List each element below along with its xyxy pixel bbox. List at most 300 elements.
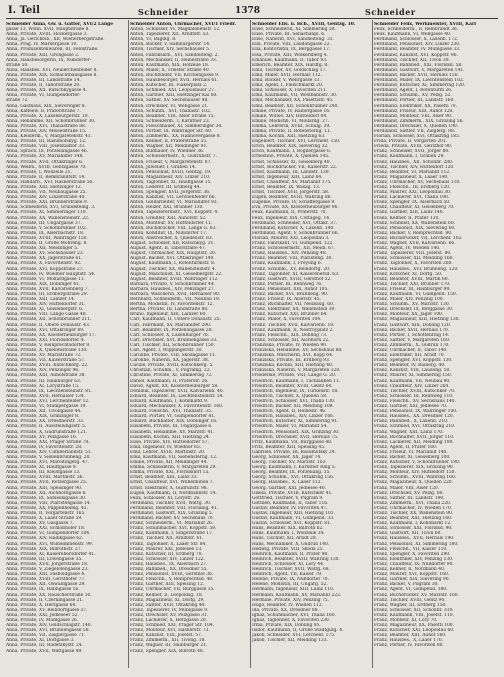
directory-entry: Anna, Private, V, Schönbrunner 102. <box>6 225 88 231</box>
directory-entry: Emil, Agent, I, Fleischmarkt 20. <box>252 83 324 89</box>
directory-entry: Anton, Bildhauer, IV, Wiedner 36. <box>130 149 205 155</box>
directory-entry: Anna, Private, X, Herzgasse 64. <box>6 602 77 608</box>
directory-entry: Anton, Anstreicher, X, Quellenstr. 83. <box>130 235 214 241</box>
directory-entry: Ernestine, Private, X, Quellen 145. <box>252 154 330 160</box>
directory-entry: Friedrich, Schlosser, XVI, Thalia 130. <box>252 398 336 404</box>
directory-entry: Anna, Private, XIII, Lainzer 14. <box>6 297 76 303</box>
directory-entry: Hans, Tischler, XII, Arndt 28. <box>252 536 318 542</box>
directory-entry: Franz, Beamter, XIII, Auhof 160. <box>374 633 447 639</box>
directory-entry: Anna, Produzentenwaren, III, Feldstraße. <box>6 47 99 53</box>
directory-entry: Franz, Gastwirt, XVIII, Gersthof 52. <box>252 276 332 282</box>
directory-entry: Franz, Magazineur, XX, Pasetti 100. <box>374 623 454 629</box>
directory-entry: Anton, Maler, X, Triester Straße 40. <box>130 67 211 73</box>
directory-entry: Anna, Private, III, Erdbergstraße 29. <box>6 291 89 297</box>
directory-entry: Anna, Private, II, Rembrandtstr. 14. <box>6 174 86 180</box>
directory-entry: Ernst, Schlosser, XI, Geiselberg 40. <box>252 159 331 165</box>
directory-entry: Felix, Kaufmann, II, Praterstr. 70. <box>252 210 327 216</box>
directory-entry: Franz, Kellner, II, Prater 130. <box>374 215 440 221</box>
directory-entry: Franz, Bäcker, V, Pilgram 30. <box>374 582 439 588</box>
directory-entry: Eugen, Beamter, XVIII, Währing 88. <box>252 195 332 201</box>
directory-entry: Ferdinand, Beamter, IV, Mühlgasse 33. <box>374 47 461 53</box>
directory-entry: Franz, Wagner, XVII, Kalvarienb. 66. <box>374 241 456 247</box>
directory-entry: Franz, Kaufmann, II, Nestroyplatz 2. <box>252 327 334 333</box>
directory-entry: Hermann, Ingenieur, XIII, Lainz 110. <box>252 587 335 593</box>
directory-entry: Anna, Private, XXI, Prager Straße 70. <box>6 439 90 445</box>
directory-entry: Anton, Buchbinder, VII, Kirchengasse 9. <box>130 72 220 78</box>
directory-entry: Anna, Private, V, Reinprechtsdorfer 9. <box>6 342 91 348</box>
directory-entry: Anna, Private, XVIII, Kutschkerg. 22. <box>6 363 89 369</box>
directory-entry: straße 50. <box>6 62 29 68</box>
directory-entry: Franz, Tischler, XVIII, Kutschker 70. <box>374 388 456 394</box>
directory-entry: Ferdinand, Drechsler, X, Quellen 190. <box>374 123 459 129</box>
directory-entry: Franz, Uhrmacher, II, Tabor 140. <box>374 348 448 353</box>
directory-entry: Anna, Private, XVIII, Martinstr. 36. <box>6 475 84 481</box>
directory-entry: Caroline, Private, VIII, Skodagasse 11. <box>130 353 217 359</box>
directory-entry: Franz, Zimmerm., XII, Tivolig. 18. <box>130 638 206 644</box>
directory-entry: Ernst, Kaufmann, III, Landstr. 130. <box>252 169 330 175</box>
directory-entry: Anna, Private, VII, Neubaugasse 25. <box>6 190 87 196</box>
directory-entry: Franz, Uhrmacher, XV, Sechshaus 110. <box>374 179 461 185</box>
directory-entry: Ferdinand, Portier, III, Landstr. 160. <box>374 98 455 104</box>
directory-entry: Emil, Schlosser, X, Favoriten 211. <box>252 88 328 94</box>
directory-entry: Ferdinand, Schneider, XVI, Ottakr. 37. <box>252 220 338 226</box>
directory-entry: Emma, Schneiderin, V, Margareten 29. <box>130 465 217 471</box>
directory-entry: Emil, Ingenieur, IV, Wiedner 65. <box>130 444 202 450</box>
directory-entry: Ferdinand, Elektriker, XX, Pasetti 70. <box>374 103 457 109</box>
directory-entry: Felix, Schneiderm., II, Rembrandt 36. <box>374 27 459 33</box>
directory-entry: Elisabeth, Hebamme, XV, Märzstr. 41. <box>130 429 215 435</box>
directory-entry: Anna, Private, XIII, Fasholdgasse 4. <box>6 572 86 578</box>
directory-entry: Franz, Schneiderm., VI, Mariahilf 26. <box>130 521 214 527</box>
directory-entry: Ferdinand, Schuhm., XV, Pelzg. 52. <box>374 93 452 99</box>
directory-entry: Bertha, Modistin, IV, Favoritenstr. 12. <box>130 302 214 308</box>
directory-entry: Franz, Drechsler, XV, Pelzg. 80. <box>374 490 444 496</box>
directory-entry: Anna, Private, IV, Mühlgasse 26. <box>6 617 79 623</box>
directory-entry: Franz, Fabrikant, VI, Gumpend. 122. <box>252 241 334 247</box>
directory-entry: Ferdinand, Maler, IX, Liechtenstein 102. <box>374 78 465 84</box>
directory-entry: Erich, Kaufmann, I, Bognergasse 6. <box>252 149 332 155</box>
directory-entry: Franz, Kaufmann, I, Freyung 6. <box>252 261 323 267</box>
directory-entry: Franz, Gärtner, XXI, Jedlesee 70. <box>374 404 448 410</box>
directory-entry: Heinrich, Schlosser, XI, Lory 44. <box>252 561 325 567</box>
directory-entry: Anna, Private, VI, Gumpendorfer- <box>6 93 81 99</box>
directory-entry: Franz, Magazineur, XIII, Hietzing 130. <box>374 317 460 323</box>
directory-entry: Franziska, Private, III, Erdberg 93. <box>252 358 331 364</box>
directory-entry: Franz, Hausbes., XVI, Brunneng. 120. <box>374 266 459 272</box>
directory-entry: Franz, Kaufmann, VIII, Josefst. 110. <box>374 612 454 618</box>
directory-entry: Franz, Spengler, XVI, Koppstr. 130. <box>374 358 453 364</box>
directory-entry: Franz, Kanzlist, VIII, Laudong. 50. <box>374 368 451 374</box>
directory-entry: Franz, Tischler, XII, Arndtstr. 61. <box>130 536 204 542</box>
directory-entry: Franz, Drechsler, XV, Pelzgasse 31. <box>130 612 209 618</box>
directory-entry: Franz, Uhrmacher, IV, Wieden 170. <box>374 505 453 511</box>
directory-entry: Anna, Private, XX, Jägerstraße 61. <box>6 256 83 262</box>
directory-entry: Anton, Magazineur, XIV, Linzer 210. <box>130 174 211 180</box>
directory-entry: Anna, Private, XIX, Grinzinger 8. <box>6 414 80 420</box>
directory-entry: Irma, Private, XIX, Döbling 95. <box>252 623 321 629</box>
directory-entry: Anna, Private, XV, Mariahilfer 148. <box>6 154 84 160</box>
directory-entry: Anna, Private, II, Obere Donaustr. 43. <box>6 322 91 328</box>
directory-entry: Anna, Private, I, Wollzeile 21. <box>6 169 72 175</box>
directory-entry: Franz, Wagner, XIII, Lainz 170. <box>374 429 444 435</box>
directory-entry: Franz, Lackierer, XVI, Thalia 190. <box>374 195 450 201</box>
directory-entry: Franz, Uhrmacher, VII, Burggasse 35. <box>130 587 215 593</box>
directory-entry: Anton, Portier, IX, Währinger Str. 60. <box>130 128 213 134</box>
directory-column-3 <box>252 22 370 672</box>
directory-entry: Franz, Pensionist, XIX, Sievering 60. <box>374 225 456 231</box>
directory-entry: Franz, Gastwirt, XIX, Döbling 120. <box>374 322 452 328</box>
directory-entry: Hans, Mechaniker, X, Gudrun 140. <box>252 541 330 547</box>
directory-entry: Franz, Chauffeur, XIV, Linzer 260. <box>374 383 450 389</box>
directory-entry: Franz, Kutscher, III, Erdberg 70. <box>130 551 203 557</box>
directory-entry: Florian, Maurer, XXI, Leopoldau 3. <box>252 235 330 241</box>
directory-entry: Emil, Bäcker, V, Wehrgasse 13. <box>252 78 321 84</box>
directory-entry: Anton, Heizer, XXI, Brünner 130. <box>130 205 204 211</box>
directory-column-1 <box>6 22 126 672</box>
directory-entry: Anna, Private, XVII, Kalvarienberg 7. <box>6 286 89 292</box>
directory-entry: Franz, Schneider, XVII, Jörger 80. <box>374 149 450 155</box>
directory-entry: August, Kaufmann, I, Rotenturmstr. 8. <box>130 261 216 267</box>
directory-entry: Anna, Private, XIX, Schlachthausgasse 8. <box>6 72 98 78</box>
directory-entry: Anna, Private, XVI, Ottakringer 89. <box>6 327 85 333</box>
directory-entry: Anna, Private, XV, Märzstraße 72. <box>6 353 82 359</box>
directory-entry: Franz, Friseur, VI, Mariahilf 140. <box>374 449 448 455</box>
directory-entry-heading: Schneider Elis. u. Hcb., XVIII, Gentzg. 10. <box>252 22 356 27</box>
directory-entry: Caroline, Näherin, XX, Jägerstr. 38. <box>130 358 210 364</box>
directory-entry: Eduard, Portier, VI, Gumpendorfer 81. <box>130 414 216 420</box>
directory-entry: Franz, Fleischh., VII, Kaiser 110. <box>374 546 448 552</box>
directory-entry: Franz, Monteur, XVI, Hasnerstr. 73. <box>130 628 210 634</box>
directory-entry: Christine, Private, XI, Simmering 72. <box>130 373 213 379</box>
directory-entry: Hermine, Private, XIV, Penzing 75. <box>252 597 329 603</box>
directory-entry: Ignaz, Schuhmacher, XVI, Thalia 160. <box>252 612 336 618</box>
directory-entry: Franz, Monteur, XIV, Hütteldorf 150. <box>374 470 456 476</box>
directory-entry: Gustav, Schlosser, XVI, Koppstr. 81. <box>252 521 332 527</box>
directory-entry: Anton, Buchdrucker, VIII, Lange G. 63. <box>130 225 217 231</box>
directory-entry: Anna, Private, XX, Rauscherstraße 10. <box>6 592 92 598</box>
directory-entry: Anton, Tischler, XIV, Sechshauser 5. <box>130 47 211 53</box>
directory-entry: Franz, Beamter, VIII, Piaristeng. 30. <box>252 256 333 262</box>
directory-entry: Eduard, Beamter, IX, Liechtensteinstr. 54. <box>130 393 224 399</box>
directory-entry: Franz, Portier, IV, Favoriten 80. <box>374 643 444 649</box>
directory-entry: Franz, Maurer, XVI, Koppstr. 160. <box>374 572 450 578</box>
directory-entry: Anton, Monteur, XV, Hütteldorfer 11. <box>130 220 213 226</box>
directory-entry: Anton, Beamter, VIII, Alser Straße 15. <box>130 113 215 119</box>
directory-entry: Ella, Kontoristin, IX, Berggasse 17. <box>252 47 331 53</box>
directory-entry: Anna, Private, XIV, Cumberlandstr. 51. <box>6 449 92 455</box>
directory-entry: Franz, Schlosser, XIV, Linzer 122. <box>130 556 205 562</box>
directory-entry: Anna, Hebamme, XII, Schönbrunner 30. <box>6 118 96 124</box>
directory-entry: Anna, Private, XV, Pelzgasse 16. <box>6 434 78 440</box>
directory-entry: Anna, Weißn., XVIII, Gentzgasse 70. <box>6 164 87 170</box>
directory-entry: Anna, Private, XVII, Jörgerstraße 18. <box>6 561 89 567</box>
directory-entry: Franz, Kaufmann, I, Singerstraße 17. <box>130 531 214 537</box>
directory-entry: Friedrich, Agent, II, Heinestr. 46. <box>252 409 327 415</box>
directory-entry: Franz, Hausbes., XII, Schönbr. 280. <box>374 159 454 165</box>
directory-entry: Franz, Wagner, III, Hainburger 21. <box>130 643 208 649</box>
directory-entry: Ferdinand, Agent, I, Rotenturm 26. <box>374 88 453 94</box>
directory-entry: Carl, Kaufmann, II, Untere Donaustr. 25. <box>130 317 221 323</box>
directory-entry: Anna, Private, XII, Meidlinger 5. <box>6 246 79 252</box>
directory-entry: Anna, Private, XIII, Speisinger 90. <box>6 485 83 491</box>
directory-entry: Anna, Private, XVIII, Gersthofer 77. <box>6 577 86 583</box>
directory-entry: Franz, Tischler, XX, Wallenstein 90. <box>374 511 454 516</box>
directory-entry: Anna, Private, VI, Gumpendorfer 104. <box>6 531 91 537</box>
directory-entry: Franz, Tapezierer, IV, Mühlgasse 9. <box>130 607 209 613</box>
directory-entry: Franz, Schlossermstr., XII, Meidl. 67. <box>252 246 336 252</box>
directory-entry: Carl, Beamter, IX, Porzellangasse 28. <box>130 327 213 333</box>
directory-entry: Franz, Sattler, V, Margareten 160. <box>374 337 451 343</box>
directory-entry: Franz, Agent, IV, Wieden 140. <box>374 246 441 252</box>
directory-entry: Anna, Private, X, Favoritenstr. 92. <box>6 261 82 267</box>
directory-column-2 <box>130 22 248 672</box>
directory-entry: Franz, Buchdrucker, XV, Märzstr. 160. <box>374 592 459 598</box>
directory-entry: Emil, Mechaniker, XX, Pasettistr. 45. <box>252 98 334 104</box>
directory-entry: Franz, Maler, XIV, Penzing 100. <box>374 297 444 303</box>
directory-entry: Emanuel, Kaufmann, II, Tabor 93. <box>252 57 328 63</box>
directory-entry: Anna, Private, V, Ziegelofengasse 23. <box>6 567 89 573</box>
directory-entry: Anton, Hausbesorger, XVII, Hernals 61. <box>130 78 219 84</box>
directory-entry: August, Bäcker, XVI, Ottakringer 140. <box>130 256 215 262</box>
directory-entry: Heinrich, Tischler, XVII, Wattg. 68. <box>252 567 330 573</box>
directory-entry: Franz, Monteur, XX, Jäger 100. <box>374 312 444 318</box>
directory-entry: Anna, Sprach. IX, Porzellangasse 46. <box>6 149 89 155</box>
directory-entry: Ignaz, Taglöhner, X, Favoriten 230. <box>252 617 331 623</box>
directory-entry: Gabriele, Private, III, Rasumofsky 24. <box>252 449 336 455</box>
directory-entry: Eduard, Buchhalter, XIX, Döblinger 16. <box>130 419 218 425</box>
directory-entry: August, Beamter, XVIII, Währinger 112. <box>130 276 219 282</box>
directory-entry: Gottlieb, Kaufmann, II, Tabor 116. <box>252 500 329 506</box>
directory-entry: Anna, Private, X, Laaer Straße 59. <box>6 516 83 522</box>
directory-entry: gasse 13, Wohn. XVII, Hauptstraße 8. <box>6 27 90 33</box>
directory-entry: Franz, Hausbes., XX, Dresdner 120. <box>374 414 455 420</box>
directory-entry: Ferdinand, Pensionist, XIV, Linzer 230. <box>374 42 461 48</box>
directory-entry: August, Tischler, XX, Wallensteinstr. 4. <box>130 266 217 272</box>
directory-entry: Elise, Schneiderin, XI, Simmering 59. <box>252 27 336 33</box>
directory-entry: Anton, Konditor, IX, Nußdorfer 17. <box>130 230 208 236</box>
directory-entry: Franz, Elektriker, XX, Wallenstein 30. <box>252 307 336 313</box>
directory-entry: Anton, Schlosser, VI, Magdalenenstr. 12. <box>130 27 221 33</box>
directory-entry: Franz, Monteur, XI, Lory 70. <box>374 617 438 623</box>
directory-entry: Anna, Private, VIII, Josefstädter 33. <box>6 144 86 150</box>
directory-entry: Franz, Wagner, III, Erdberg 150. <box>374 602 447 608</box>
directory-entry: Franz, Kellner, II, Nordbahn 40. <box>374 567 446 573</box>
directory-entry: Ernst, Elektriker, X, Gudrunstr. 98. <box>130 485 208 491</box>
directory-entry: Anna, Private, XI, Dorfgasse 3. <box>6 638 75 644</box>
directory-entry: Erich, Beamter, XIX, Sievering 32. <box>252 144 329 150</box>
directory-entry: Franz, Fleischh., V, Reinprechtsd. 48. <box>130 577 214 583</box>
directory-entry: Anna, Prag. IV, Marxergasse 10. <box>6 42 78 48</box>
directory-entry: Franz, Bäcker, XVII, Hernals 170. <box>374 327 450 333</box>
directory-entry: Hans, Beamter, XIX, Billroth 62. <box>252 526 324 532</box>
left-running-head: Schneider <box>138 7 189 17</box>
directory-entry: Anna, Private, VII, Kaiserstraße 57. <box>6 358 86 364</box>
directory-entry: Elisabeth, Köchin, XIII, Hietzing 24. <box>130 434 211 440</box>
directory-entry: Ferdinand, Kutscher, XI, Simmering 120. <box>374 83 466 89</box>
directory-entry: Franz, Tapezierer, VIII, Josefst. 80. <box>374 251 452 257</box>
directory-entry: Anton, Fabriksarb., XVI, Sandleiteng. 2. <box>130 52 219 58</box>
directory-entry: Anna, Private, VIII, Lange Gasse 48. <box>6 312 87 318</box>
directory-entry: Anton, Schlossermstr., X, Gudrunstr. 7. <box>130 154 217 160</box>
directory-entry: Franz, Pensionist, XVIII, Gersthof 36. <box>130 572 214 578</box>
directory-entry: Anna, Private, XV, Gasgasse 7. <box>6 521 74 527</box>
directory-entry: Franz, Elektriker, XIV, Penzing 130. <box>374 556 454 562</box>
directory-entry: Emil, Maler, XVII, Hernals 112. <box>252 72 322 78</box>
directory-entry: Anna, Private, XXI, Floridsdorfer 4. <box>6 337 85 343</box>
directory-entry: Ferdinand, Tischler, XVII, Wattg. 30. <box>130 500 212 506</box>
directory-entry: Hugo, Beamter, IV, Wieden 112. <box>252 602 324 608</box>
directory-entry: Emma, Köchin, XIII, Hietzing 63. <box>252 134 326 140</box>
directory-entry: Ferdinand, Gastwirt, V, Margareten 141. <box>374 67 465 73</box>
directory-entry: Franz, Hausbes., X, Laaer 170. <box>374 638 444 644</box>
directory-entry: Franz, Lackierer, XII, Meidling 190. <box>374 439 454 445</box>
directory-entry: Jakob, Tischler, XII, Meidling 133. <box>252 638 328 644</box>
directory-entry: Emma, Private, XXI, Floridsdorf 15. <box>130 470 210 476</box>
directory-entry: Ella, Private, VIII, Laudongasse 22. <box>252 42 331 48</box>
directory-entry: Elsa, Private, XIII, Wolkersberg 4. <box>252 52 328 58</box>
directory-entry: Friederike, Private, VIII, Lange G. 20. <box>252 373 337 379</box>
directory-entry: Franziska, Näherin, V, Margareten 120. <box>252 368 341 374</box>
directory-entry: Emilie, Modistin, VI, Mollardg. 27. <box>252 118 330 124</box>
directory-entry: straße 72. <box>6 98 29 104</box>
directory-entry: Anna, Private, XII, Oswaldgasse 29. <box>6 582 86 588</box>
directory-entry: Fritz, Kaufmann, VII, Burggasse 48. <box>252 439 333 445</box>
directory-entry: Anton, Wagner, XII, Meidlinger 91. <box>130 144 208 150</box>
directory-entry: Ernst, Buchdrucker, VII, Kaiserstr. 22. <box>252 164 338 170</box>
directory-entry: Emil, Lehrer, XVIII, Martinstr. 20. <box>130 449 206 455</box>
directory-entry: Helene, Private, IX, Nußdorfer 70. <box>252 577 329 583</box>
directory-entry: Anton, Tapezierermstr., XVI, Koppstr. 4. <box>130 210 219 216</box>
directory-entry: Anna, Private, XVI, Maroltingerg. 47. <box>6 460 90 466</box>
directory-entry: Barbara, Wäscherin, XVII, Hernalser 90. <box>130 291 221 297</box>
directory-entry: Anna, Private, XIV, Goldschlagstr. 140. <box>6 623 92 629</box>
directory-entry: Franz, Magazineur, X, Quellen 220. <box>374 480 453 486</box>
directory-entry: Emilie, Witwe, XIV, Hütteldorf 84. <box>252 113 328 119</box>
directory-entry: Friedrich, Beamter, XVIII, Gentz 64. <box>252 383 333 389</box>
directory-entry: Franz, Beamter, IV, Rainerg. 40. <box>374 363 446 369</box>
directory-entry: Franz, Spengler, XIX, Billroth 48. <box>130 648 205 654</box>
directory-entry: Anna, Private, VI, Mollardgasse 11. <box>6 276 86 282</box>
directory-entry: Anna, Kaffeew. II, Praterstraße 7. <box>6 108 81 114</box>
directory-entry: Friedrich, Tischler, X, Quellen 58. <box>252 393 328 399</box>
page-number: 1378 <box>235 6 261 16</box>
directory-entry: Cäcilie, Private, XVIII, Kutschkerg. 5. <box>130 363 214 369</box>
directory-entry: Anna, Private, III, Landstraße 14. <box>6 78 81 84</box>
directory-entry: Franz, Friseur, III, Hainburger 90. <box>374 286 451 292</box>
directory-entry: August, Agent, II, Taborstraße 47. <box>130 246 207 252</box>
directory-entry: August, Maschinist, XI, Geiselbergstr. 22. <box>130 271 223 277</box>
directory-entry: Franz, Schuhmacher, XVI, Koppstr. 59. <box>130 526 217 532</box>
directory-entry: Franz, Tapezierer, XIX, Grinzing 90. <box>374 465 455 471</box>
directory-entry: Anton, Sattler, XV, Sechshauser 48. <box>130 98 209 104</box>
directory-entry: Emilie, Private, IV, Rainergasse 16. <box>252 108 331 114</box>
directory-entry: Bernhard, Schneiderm., VII, Neubau 19. <box>130 297 221 303</box>
directory-entry: Franz, Tischler, XVIII, Gentz 90. <box>374 597 446 603</box>
directory-entry: Franz, Zimmerm., XVI, Thalia 220. <box>374 500 452 506</box>
directory-entry: August, Schlosser, XII, Ratschkyg. 31. <box>130 241 215 247</box>
directory-entry: Franz, Magazineur, XI, Dorfg. 29. <box>130 597 205 603</box>
directory-entry: Franz, Schuhm., XVIII, Währing 160. <box>374 475 457 481</box>
directory-entry: Anna, Private, XVI, Koppstraße 27. <box>6 266 84 272</box>
directory-entry: Franz, Maler, X, Favoriten 104. <box>252 317 322 323</box>
directory-entry: Emma, Lehrerin, XVIII, Schulg. 39. <box>252 123 331 129</box>
directory-entry: Franz, Bäcker, XI, Geiselberg 100. <box>374 454 451 460</box>
directory-entry: Anton, Tapezierer, XII, Arndtstr. 53. <box>130 32 210 38</box>
directory-entry: Ida, Private, XX, Dresdner 88. <box>252 607 319 613</box>
directory-entry: Franz, Drechsler, IX, Berggasse 30. <box>374 307 454 313</box>
directory-entry: Franz, Lackierer, X, Herzgasse 20. <box>130 617 208 623</box>
directory-entry: Franz, Maurer, XXI, Leopoldau 30. <box>374 190 452 196</box>
directory-entry: Franz, Fleischh., XV, Sechshaus 140. <box>374 398 456 404</box>
directory-entry: Anna, Private, XV, Reindorfgasse 37. <box>6 607 88 613</box>
directory-entry: Ernst, Tischler, XVII, Jörgerstr. 58. <box>252 190 330 196</box>
directory-entry: Anna, Private, XIX, Döblinger 41. <box>6 281 81 287</box>
directory-entry: Franz, Buchhalter, XVII, Jörger 110. <box>374 434 455 440</box>
directory-entry: Anna, Private, VI, Stumpergasse 19. <box>6 404 87 410</box>
directory-entry: Gisela, Private, XVIII, Kutschker 41. <box>252 490 333 496</box>
directory-entry: Franz, Zimmerm., X, Gudrun 170. <box>374 342 450 348</box>
directory-entry: Gottfried, Tischler, V, Pilgram 9. <box>252 495 324 501</box>
directory-entry: Franz, Kutscher, XI, Dorfg. 50. <box>374 271 443 277</box>
directory-entry: Franz, Magazineur, X, Laaer 140. <box>374 174 449 180</box>
directory-entry: Anna, Private, XVI, Brunnengasse 58. <box>6 628 90 634</box>
directory-entry: Anna, Private, XIV, Hadikgasse 62. <box>6 536 84 542</box>
directory-entry: Anna, Private, XX, Dresdnerstr. 33. <box>6 419 85 425</box>
directory-entry: Franz, Tischler, XXI, Brünner 170. <box>374 281 451 287</box>
directory-entry: Franz, Agent, II, Prater 160. <box>374 444 438 450</box>
directory-entry: Eva, Private, XX, Klosterneuburger 96. <box>252 205 339 211</box>
directory-entry: Friedrich, Maler, VI, Mariahilf 54. <box>252 424 328 430</box>
directory-entry: Ferdinand, Monteur, VIII, Alser 90. <box>374 113 453 119</box>
directory-entry: Jakob, Schneider, XVI, Lerchenf. 175. <box>252 633 336 639</box>
directory-entry: Anna, Private, XV, Sechshauser 23. <box>6 251 85 257</box>
directory-entry: Anna, Private, IX, Hahngasse 16. <box>6 587 80 593</box>
directory-entry: Franz, Tischler, XIV, Hütteldorf 120. <box>374 164 455 170</box>
directory-entry: Franz, Buchdrucker, VII, Lerchenf. 102. <box>374 235 463 241</box>
directory-entry: Franz, Maurer, XXI, Jedlesee 13. <box>130 546 203 552</box>
directory-entry: Franz, Kaufmann, I, Kohlmarkt 12. <box>374 521 452 527</box>
directory-column-4 <box>374 22 498 672</box>
directory-entry: Ernst, Chauffeur, XVI, Wilhelminen 7. <box>130 480 214 486</box>
directory-entry: Anton, Lederer, III, Erdberg 44. <box>130 185 201 190</box>
directory-entry: Elise, Näherin, XVI, Sandleiteng. 31. <box>252 37 334 43</box>
directory-entry: David, Agent, XX, Klosterneuburger 58. <box>130 383 219 389</box>
directory-entry: Eduard, Fleischh., XVI, Thaliastr. 35. <box>130 409 213 415</box>
directory-entry: Ernst, Chauffeur, XV, Mariahilf 175. <box>252 179 332 185</box>
directory-entry: Franz, Bahnbed., X, Laxenb. 210. <box>374 419 449 425</box>
directory-entry: Anna, Private, XIV, Meiselstraße 15. <box>6 128 87 134</box>
directory-entry: Emilie, Private, XII, Meidlinger 44. <box>130 460 208 466</box>
directory-entry: Franziska, Private, IV, Wieden 90. <box>252 342 328 348</box>
directory-entry: Heinrich, Agent, VII, Kaiser 79. <box>252 572 323 578</box>
directory-entry: Felix, Schlosser, XI, Lorystr. 26. <box>130 495 201 501</box>
directory-entry: Ferdinand, Tischler, XII, Tivoli 39. <box>374 57 450 63</box>
directory-entry: Anna, Private, XII, Schönbrunner 211. <box>6 317 92 323</box>
directory-entry: Anton, Schmied, XXI, Leopoldauer 27. <box>130 88 216 94</box>
directory-entry: Heinrich, Kaufmann, II, Prater 98. <box>252 551 329 557</box>
directory-entry: Franz, Gärtner, XIII, Lainz 140. <box>374 210 444 216</box>
directory-entry: Franz, Maurer, XI, Simmering 150. <box>374 373 453 379</box>
directory-entry: Anna, Private, IX, Alserbachstr. 18. <box>6 230 85 236</box>
directory-entry: Anna, Schneiderin, XVI, Grundsteing. 3. <box>6 205 96 211</box>
directory-entry: Ferdinand, Beamter, VIII, Florianig. 41. <box>130 505 219 511</box>
directory-entry: Franziska, Wäscherin, XVI, Kopp 64. <box>252 353 334 359</box>
directory-entry: Carl, Fabrikant, XV, Mariahilfer 200. <box>130 322 212 328</box>
directory-entry: Elise, Private, III, Sebastianpl. 6. <box>252 32 326 38</box>
directory-entry: Anna, Private, XIV, Penzinger 96. <box>6 368 80 374</box>
directory-entry: Engelbert, Tischler, XVI, Lerchenf. 150. <box>252 139 341 145</box>
directory-entry: Anna, Private, XXI, Brünnerstraße 9. <box>6 200 89 206</box>
